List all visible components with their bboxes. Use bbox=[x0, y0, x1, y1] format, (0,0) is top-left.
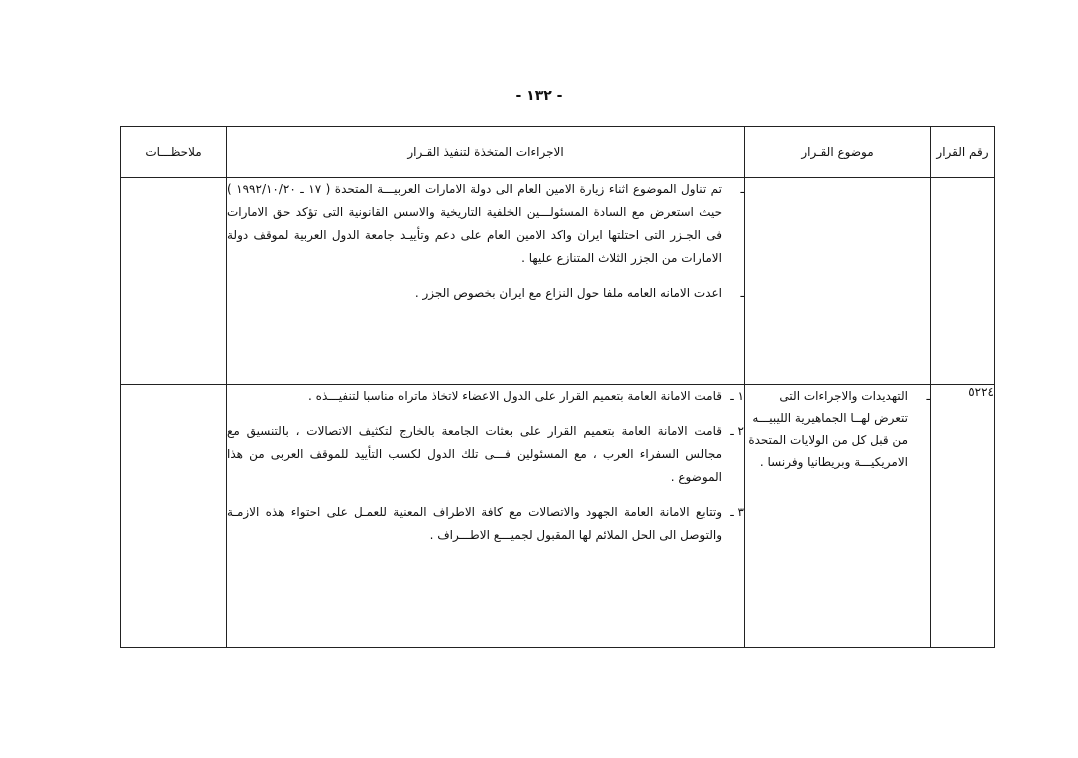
table-row bbox=[121, 385, 995, 648]
decision-number-cell bbox=[931, 385, 995, 648]
action-item bbox=[227, 178, 744, 270]
action-item bbox=[227, 385, 744, 408]
notes-cell bbox=[121, 385, 227, 648]
header-actions-taken-label: الاجراءات المتخذة لتنفيذ القـرار bbox=[407, 145, 564, 159]
action-item bbox=[227, 501, 744, 547]
decision-number-cell bbox=[931, 178, 995, 385]
subject-bullet: ـ bbox=[926, 389, 930, 403]
page-number: - ١٣٢ - bbox=[515, 88, 563, 104]
header-notes bbox=[121, 127, 227, 178]
action-text: اعدت الامانه العامه ملفا حول النزاع مع ايران بخصوص الجزر . bbox=[414, 286, 722, 300]
header-decision-number-label: رقم القرار bbox=[936, 145, 989, 159]
actions-cell bbox=[227, 385, 745, 648]
action-number: ٣ ـ bbox=[730, 505, 744, 519]
table-row bbox=[121, 178, 995, 385]
table-header-row bbox=[121, 127, 995, 178]
action-item bbox=[227, 282, 744, 305]
header-notes-label: ملاحظـــات bbox=[145, 145, 202, 159]
header-decision-subject-label: موضوع القـرار bbox=[801, 145, 874, 159]
decision-subject: التهديدات والاجراءات التى تتعرض لهــا الجماهيرية الليبيـــه من قبل كل من الولايات المتحدة الامريكيـــة وبريطانيا وفرنسا . bbox=[748, 389, 908, 469]
actions-cell bbox=[227, 178, 745, 385]
action-number: ٢ ـ bbox=[730, 424, 744, 438]
action-bullet: ـ bbox=[740, 286, 744, 300]
action-text: قامت الامانة العامة بتعميم القرار على بعثات الجامعة بالخارج لتكثيف الاتصالات ، بالتنسيق مع مجالس السفراء العرب ، مع المسئولين فـــى تلك الدول لكسب التأييد للموقف العربى من هذا الموضوع . bbox=[227, 424, 722, 484]
action-text: قامت الامانة العامة بتعميم القرار على الدول الاعضاء لاتخاذ ماتراه مناسبا لتنفيـــذه . bbox=[308, 389, 722, 403]
decision-number: ٥٢٢٤ bbox=[968, 385, 994, 399]
action-bullet: ـ bbox=[740, 182, 744, 196]
decisions-table bbox=[120, 126, 995, 648]
decision-subject-cell bbox=[745, 178, 931, 385]
header-actions-taken bbox=[227, 127, 745, 178]
action-text: تم تناول الموضوع اثناء زيارة الامين العام الى دولة الامارات العربيـــة المتحدة ( ١٧ ـ ١٩٩٢/١٠/٢٠ ) حيث استعرض مع السادة المسئولـــين الخلفية التاريخية والاسس القانونية التى تؤكد حق الامارات فى الجـزر التى احتلتها ايران واكد الامين العام على دعم وتأييـد جامعة الدول العربية لموقف دولة الامارات من الجزر الثلاث المتنازع عليها . bbox=[227, 182, 722, 265]
header-decision-subject bbox=[745, 127, 931, 178]
decision-subject-cell bbox=[745, 385, 931, 648]
action-text: وتتابع الامانة العامة الجهود والاتصالات مع كافة الاطراف المعنية للعمـل على احتواء هذه الازمـة والتوصل الى الحل الملائم لها المقبول لجميـــع الاطـــراف . bbox=[227, 505, 722, 542]
action-item bbox=[227, 420, 744, 489]
header-decision-number bbox=[931, 127, 995, 178]
action-number: ١ ـ bbox=[730, 389, 744, 403]
notes-cell bbox=[121, 178, 227, 385]
